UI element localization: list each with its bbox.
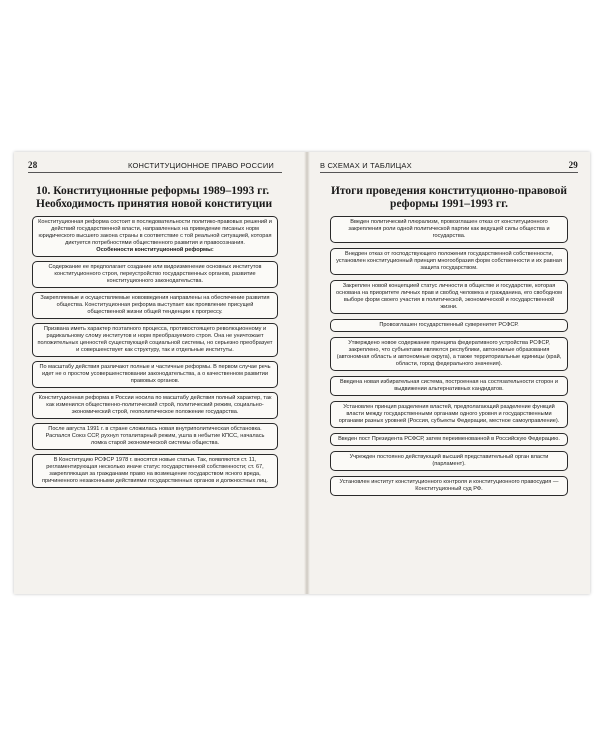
feature-box: Содержание ее предполагает создание или видоизменение основных институтов конституционного строя, переустройство государственных органов, развитие конституционного законодательства. — [32, 261, 278, 288]
result-box: Установлен институт конституционного контроля и конституционного правосудия — Конституционный суд РФ. — [330, 476, 568, 496]
result-box: Провозглашен государственный суверенитет РСФСР. — [330, 319, 568, 332]
feature-box: Закрепляемые и осуществляемые нововведения направлены на обеспечение развития общества. Конституционная реформа выступает как проявление присущей общественной жизни общей тенденции к прогрессу. — [32, 292, 278, 319]
result-box: Учрежден постоянно действующий высший представительный орган власти (парламент). — [330, 451, 568, 471]
left-page-title: 10. Конституционные реформы 1989–1993 гг. Необходимость принятия новой конституции — [36, 185, 273, 210]
result-box: Введен политический плюрализм, провозглашен отказ от конституционного закрепления роли одной политической партии как ведущей силы общества и государства. — [330, 216, 568, 243]
result-box: Введена новая избирательная система, построенная на состязательности сторон и выдвижении альтернативных кандидатов. — [330, 376, 568, 396]
intro-box — [32, 216, 278, 257]
right-page — [320, 160, 578, 588]
left-running-head — [28, 160, 282, 173]
result-box: Установлен принцип разделения властей, предполагающий разделение функций власти между государственными органами одного уровня и государственными органами разных уровней (Россия, субъекты Федерации, местное самоуправление). — [330, 401, 568, 428]
book-spread — [14, 152, 590, 594]
result-box: Утверждено новое содержание принципа федеративного устройства РСФСР, закреплено, что субъектами являются республики, автономные образования (автономная область и автономные округа), а также территориальные единицы (край, области, город федерального значения). — [330, 337, 568, 371]
result-box: Внедрен отказ от господствующего положения государственной собственности, установлен конституционный принцип многообразия форм собственности и их равная защита государством. — [330, 248, 568, 275]
left-page-number: 28 — [28, 160, 38, 170]
right-page-title: Итоги проведения конституционно-правовой реформы 1991–1993 гг. — [330, 185, 568, 210]
right-page-number: 29 — [568, 160, 578, 170]
result-box: Закреплен новой концепцией статус личности в обществе и государстве, которая основана на приоритете личных прав и свобод человека и гражданина, его свободном выборе форм своего участия в политической, экономической и государственной жизни. — [330, 280, 568, 314]
intro-box-heading: Особенности конституционной реформы: — [96, 247, 214, 253]
feature-box: После августа 1991 г. в стране сложилась новая внутриполитическая обстановка. Распался Союз ССР, рухнул тоталитарный режим, ушла в небытие КПСС, началась ломка старой экономической системы общества. — [32, 423, 278, 450]
left-page — [28, 160, 282, 588]
feature-box: По масштабу действия различают полные и частичные реформы. В первом случае речь идет не о простом усовершенствовании законодательства, а о качественном развитии правовых органов. — [32, 361, 278, 388]
feature-box: Конституционная реформа в России носила по масштабу действия полный характер, так как изменился общественно-политический строй, политический режим, социально-экономический строй, геополитическое положение государства. — [32, 392, 278, 419]
feature-box: В Конституцию РСФСР 1978 г. вносятся новые статьи. Так, появляются ст. 11, регламентирующая несколько иначе статус государственной собственности; ст. 67, закрепляющая за гражданами право на возмещение государством ясного вреда, причиненного незаконными действиями государственных органов и должностных лиц. — [32, 454, 278, 488]
right-running-head — [320, 160, 578, 173]
intro-box-text: Конституционная реформа состоит в последовательности политико-правовых решений и действий государственной власти, направленных на приведение писаных норм юридического высшего закона страны в соответствие с той реальной ситуацией, которая диктуется потребностями общественного развития и правосознания. — [38, 219, 272, 246]
left-running-head-title: КОНСТИТУЦИОННОЕ ПРАВО РОССИИ — [128, 161, 274, 170]
right-running-head-title: В СХЕМАХ И ТАБЛИЦАХ — [320, 161, 412, 170]
feature-box: Призвана иметь характер поэтапного процесса, противостоящего революционному и радикальному слому институтов и норм преобразуемого строя. Она не уничтожает положительных ценностей существующей социальной системы, но серьезно преобразует и совершенствует как структуру, так и отдельные институты. — [32, 323, 278, 357]
book-spine — [304, 152, 310, 594]
result-box: Введен пост Президента РСФСР, затем переименованной в Российскую Федерацию. — [330, 433, 568, 446]
